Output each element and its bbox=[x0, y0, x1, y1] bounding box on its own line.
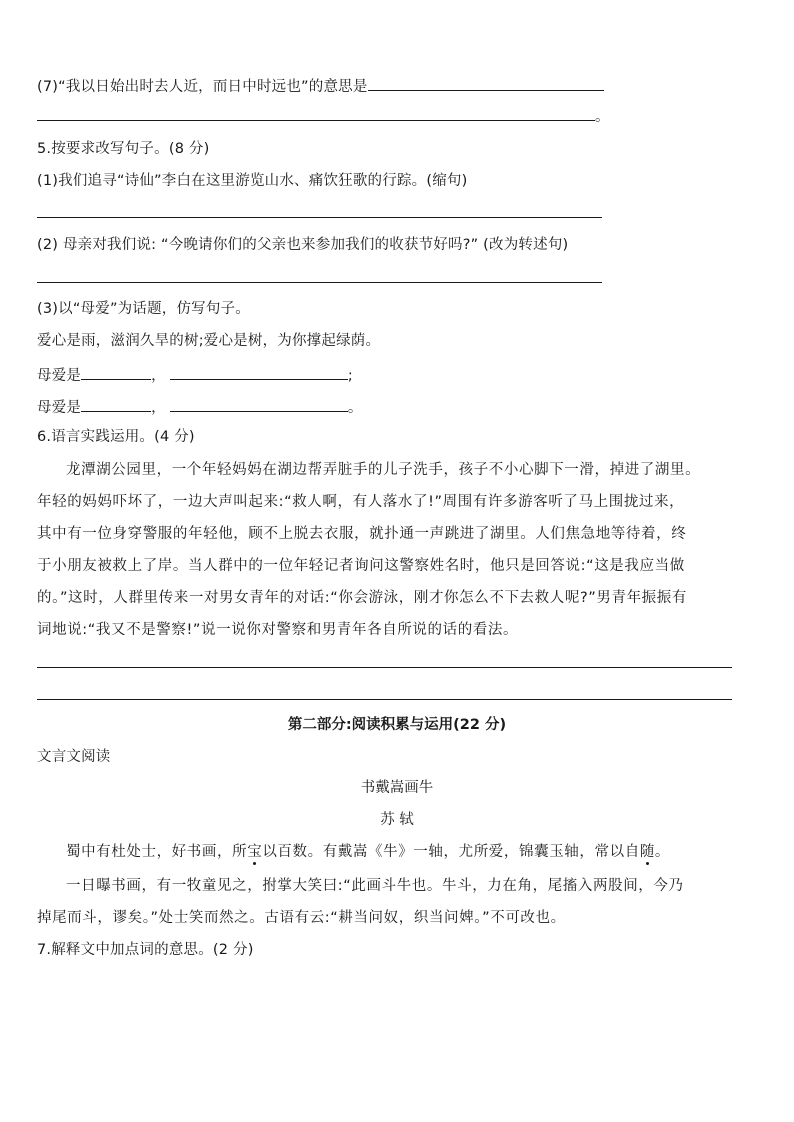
q6-passage-line: 其中有一位身穿警服的年轻他，顾不上脱去衣服，就扑通一声跳进了湖里。人们焦急地等待着，终 bbox=[37, 526, 687, 542]
classical-passage-p2-line2: 掉尾而斗，谬矣。”处士笑而然之。古语有云:“耕当问奴，织当问婢。”不可改也。 bbox=[37, 910, 566, 926]
q7-title: 7.解释文中加点词的意思。(2 分) bbox=[37, 942, 254, 958]
q6-passage-line: 龙潭湖公园里，一个年轻妈妈在湖边帮弄脏手的儿子洗手，孩子不小心脚下一滑，掉进了湖里。 bbox=[66, 462, 701, 478]
q5-example: 爱心是雨，滋润久旱的树;爱心是树，为你撑起绿荫。 bbox=[37, 333, 381, 349]
q5-item1: (1)我们追寻“诗仙”李白在这里游览山水、痛饮狂歌的行踪。(缩句) bbox=[37, 173, 468, 189]
q6-title: 6.语言实践运用。(4 分) bbox=[37, 429, 195, 445]
q5-item1-answer-line[interactable] bbox=[37, 217, 602, 218]
part2-section-label: 文言文阅读 bbox=[37, 749, 111, 765]
p1-text-a: 蜀中有杜处士，好书画，所 bbox=[66, 844, 248, 860]
q6-passage-line: 年轻的妈妈吓坏了，一边大声叫起来:“救人啊，有人落水了!”周围有许多游客听了马上围拢过来， bbox=[37, 494, 685, 510]
q5-fill-line-2 bbox=[37, 397, 363, 417]
q4-item7-line2 bbox=[37, 106, 610, 126]
q5-fill-prefix-2: 母爱是 bbox=[37, 400, 82, 416]
q5-comma: ， bbox=[151, 368, 166, 384]
q5-item2-answer-line[interactable] bbox=[37, 282, 602, 283]
q5-period: 。 bbox=[347, 400, 363, 416]
dotted-word-bao: 宝 bbox=[247, 844, 263, 860]
q6-answer-line-2[interactable] bbox=[37, 699, 732, 700]
q4-item7 bbox=[37, 76, 604, 96]
q4-item7-answer-blank-2[interactable] bbox=[37, 106, 595, 121]
poem-author: 苏 轼 bbox=[380, 812, 414, 828]
dotted-word-sui: 随 bbox=[639, 844, 655, 860]
q5-item2: (2) 母亲对我们说: “今晚请你们的父亲也来参加我们的收获节好吗?” (改为转述句) bbox=[37, 237, 569, 253]
q5-fill-blank-2b[interactable] bbox=[170, 397, 348, 412]
q4-item7-text: (7)“我以日始出时去人近，而日中时远也”的意思是 bbox=[37, 79, 368, 95]
classical-passage-p1 bbox=[66, 843, 670, 861]
q5-fill-line-1 bbox=[37, 365, 353, 385]
q5-item3: (3)以“母爱”为话题，仿写句子。 bbox=[37, 301, 250, 317]
q5-semicolon: ; bbox=[347, 368, 353, 384]
classical-passage-p2-line1: 一日曝书画，有一牧童见之，拊掌大笑曰:“此画斗牛也。牛斗，力在角，尾搐入两股间，今乃 bbox=[66, 878, 684, 894]
q5-fill-prefix: 母爱是 bbox=[37, 368, 82, 384]
q4-item7-end: 。 bbox=[595, 109, 610, 125]
poem-title: 书戴嵩画牛 bbox=[360, 780, 434, 796]
q4-item7-answer-blank[interactable] bbox=[368, 76, 604, 91]
q5-fill-blank-1a[interactable] bbox=[81, 365, 151, 380]
q5-comma-2: ， bbox=[151, 400, 166, 416]
q5-fill-blank-2a[interactable] bbox=[81, 397, 151, 412]
part2-title: 第二部分:阅读积累与运用(22 分) bbox=[287, 717, 507, 733]
p1-text-c: 。 bbox=[654, 844, 671, 860]
q6-passage-line: 于小朋友被救上了岸。当人群中的一位年轻记者询问这警察姓名时，他只是回答说:“这是我应当做 bbox=[37, 558, 685, 574]
q5-title: 5.按要求改写句子。(8 分) bbox=[37, 141, 210, 157]
q5-fill-blank-1b[interactable] bbox=[170, 365, 348, 380]
q6-answer-line-1[interactable] bbox=[37, 667, 732, 668]
q6-passage-line: 词地说:“我又不是警察!”说一说你对警察和男青年各自所说的话的看法。 bbox=[37, 622, 519, 638]
p1-text-b: 以百数。有戴嵩《牛》一轴，尤所爱，锦囊玉轴，常以自 bbox=[262, 844, 640, 860]
q6-passage-line: 的。”这时，人群里传来一对男女青年的对话:“你会游泳，刚才你怎么不下去救人呢?”男青年振振有 bbox=[37, 590, 687, 606]
